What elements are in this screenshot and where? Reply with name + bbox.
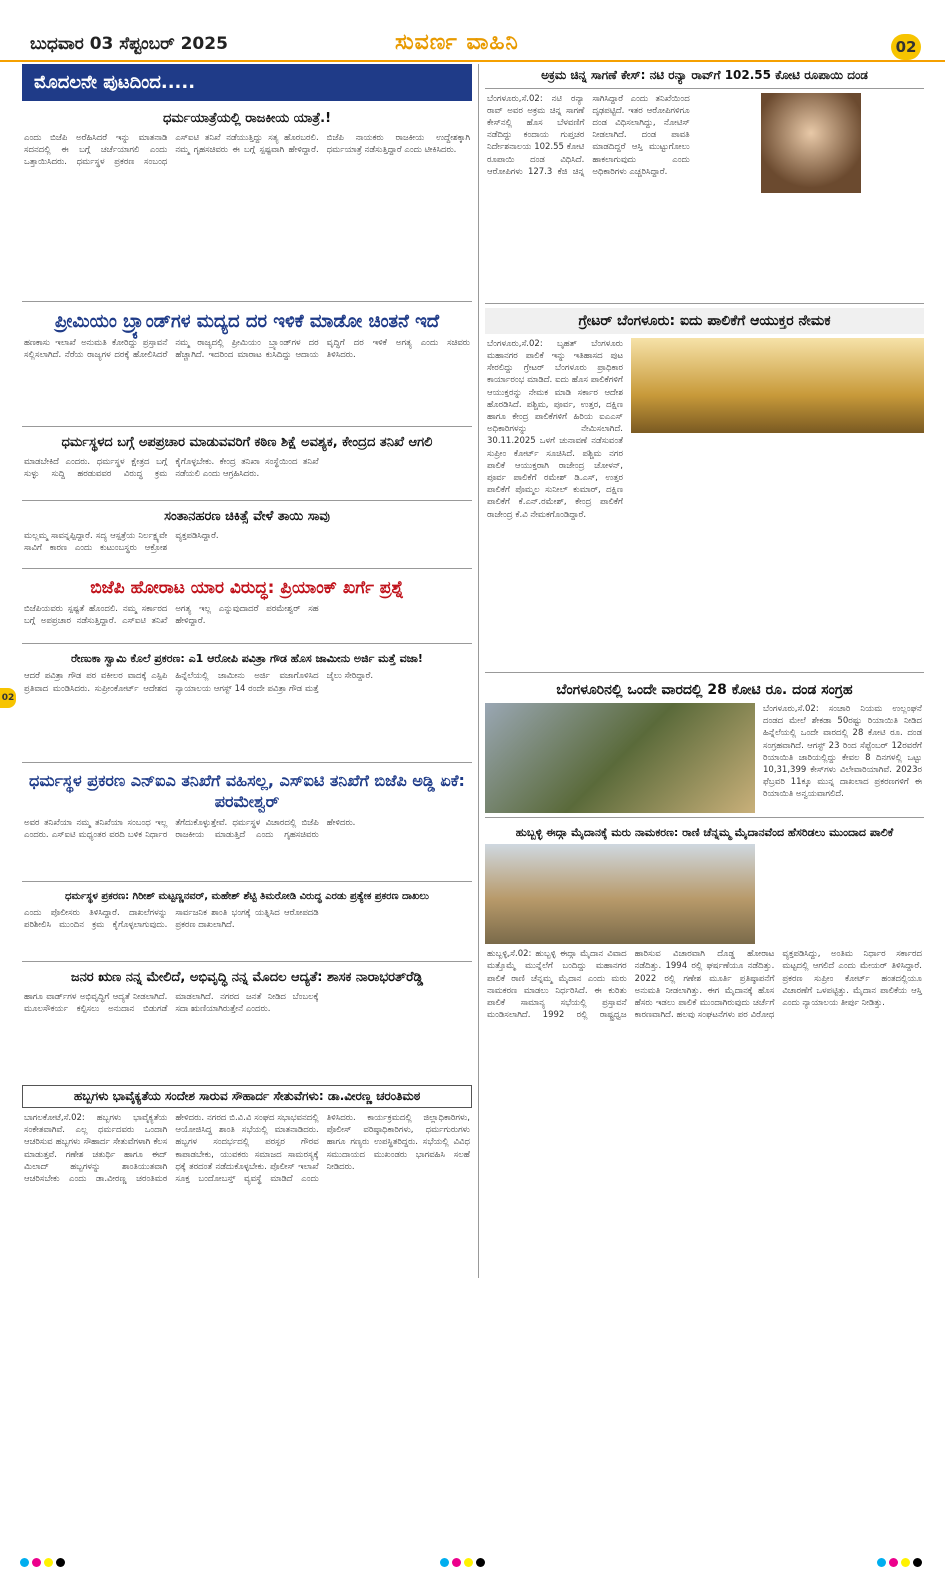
divider bbox=[485, 672, 924, 673]
side-page-marker: 02 bbox=[0, 688, 16, 708]
divider bbox=[22, 568, 472, 569]
vidhana-soudha-photo bbox=[631, 338, 924, 433]
traffic-police-photo bbox=[485, 703, 755, 813]
article-body: ಹಾಗೂ ವಾರ್ಡ್‌ಗಳ ಅಭಿವೃದ್ಧಿಗೆ ಆದ್ಯತೆ ನೀಡಲಾಗಿದೆ. ಮೂಲಸೌಕರ್ಯ ಕಲ್ಪಿಸಲು ಅನುದಾನ ಬಿಡುಗಡೆ ಮಾಡಲಾಗಿದೆ. ನಗರದ ಜನತೆ ನೀಡಿದ ಬೆಂಬಲಕ್ಕೆ ಸದಾ ಋಣಿಯಾಗಿರುತ್ತೇನೆ ಎಂದರು. bbox=[24, 991, 319, 1015]
registration-marks bbox=[20, 1558, 68, 1570]
article-body: ಬಾಗಲಕೋಟೆ,ಸೆ.02: ಹಬ್ಬಗಳು ಭಾವೈಕ್ಯತೆಯ ಸಂಕೇತವಾಗಿವೆ. ಎಲ್ಲ ಧರ್ಮದವರು ಒಂದಾಗಿ ಆಚರಿಸುವ ಹಬ್ಬಗಳು ಸೌಹಾರ್ದ ಸೇತುವೆಗಳಾಗಿ ಕೆಲಸ ಮಾಡುತ್ತವೆ. ಗಣೇಶ ಚತುರ್ಥಿ ಹಾಗೂ ಈದ್ ಮಿಲಾದ್ ಹಬ್ಬಗಳನ್ನು ಶಾಂತಿಯುತವಾಗಿ ಆಚರಿಸಬೇಕು ಎಂದು ಡಾ.ವೀರಣ್ಣ ಚರಂತಿಮಠ ಹೇಳಿದರು. ನಗರದ ಬಿ.ವಿ.ವಿ ಸಂಘದ ಸಭಾಭವನದಲ್ಲಿ ಆಯೋಜಿಸಿದ್ದ ಶಾಂತಿ ಸಭೆಯಲ್ಲಿ ಮಾತನಾಡಿದರು. ಹಬ್ಬಗಳ ಸಂದರ್ಭದಲ್ಲಿ ಪರಸ್ಪರ ಗೌರವ ಕಾಪಾಡಬೇಕು, ಯುವಕರು ಸಮಾಜದ ಸಾಮರಸ್ಯಕ್ಕೆ ಧಕ್ಕೆ ತರದಂತೆ ನಡೆದುಕೊಳ್ಳಬೇಕು. ಪೊಲೀಸ್ ಇಲಾಖೆ ಸೂಕ್ತ ಬಂದೋಬಸ್ತ್ ವ್ಯವಸ್ಥೆ ಮಾಡಿದೆ ಎಂದು ತಿಳಿಸಿದರು. ಕಾರ್ಯಕ್ರಮದಲ್ಲಿ ಜಿಲ್ಲಾಧಿಕಾರಿಗಳು, ಪೊಲೀಸ್ ವರಿಷ್ಠಾಧಿಕಾರಿಗಳು, ಧರ್ಮಗುರುಗಳು ಹಾಗೂ ಗಣ್ಯರು ಉಪಸ್ಥಿತರಿದ್ದರು. ಸಭೆಯಲ್ಲಿ ವಿವಿಧ ಸಮುದಾಯದ ಮುಖಂಡರು ಭಾಗವಹಿಸಿ ಸಲಹೆ ನೀಡಿದರು. bbox=[24, 1112, 470, 1184]
portrait-photo bbox=[761, 93, 861, 193]
article-body: ಮಾಡಬೇಕಿದೆ ಎಂದರು. ಧರ್ಮಸ್ಥಳ ಕ್ಷೇತ್ರದ ಬಗ್ಗೆ ಸುಳ್ಳು ಸುದ್ದಿ ಹರಡುವವರ ವಿರುದ್ಧ ಕ್ರಮ ಕೈಗೊಳ್ಳಬೇಕು. ಕೇಂದ್ರ ತನಿಖಾ ಸಂಸ್ಥೆಯಿಂದ ತನಿಖೆ ನಡೆಯಲಿ ಎಂದು ಆಗ್ರಹಿಸಿದರು. bbox=[24, 457, 319, 480]
divider bbox=[22, 500, 472, 501]
divider bbox=[485, 817, 924, 818]
registration-marks bbox=[440, 1558, 488, 1570]
divider bbox=[22, 961, 472, 962]
article-body: ಬಿಜೆಪಿಯವರು ಸ್ಪಷ್ಟತೆ ಹೊಂದಲಿ. ನಮ್ಮ ಸರ್ಕಾರದ ಬಗ್ಗೆ ಅಪಪ್ರಚಾರ ನಡೆಸುತ್ತಿದ್ದಾರೆ. ಎಸ್ಐಟಿ ತನಿಖೆ ಅಗತ್ಯ ಇಲ್ಲ ಎನ್ನುವುದಾದರೆ ಪರಮೇಶ್ವರ್ ಸಹ ಹೇಳಿದ್ದಾರೆ. bbox=[24, 604, 319, 627]
article-headline: ಧರ್ಮಸ್ಥಳದ ಬಗ್ಗೆ ಅಪಪ್ರಚಾರ ಮಾಡುವವರಿಗೆ ಕಠಿಣ ಶಿಕ್ಷೆ ಅವಶ್ಯಕ, ಕೇಂದ್ರದ ತನಿಖೆ ಆಗಲಿ bbox=[61, 435, 433, 451]
article-body: ಹುಬ್ಬಳ್ಳಿ,ಸೆ.02: ಹುಬ್ಬಳ್ಳಿ ಈದ್ಗಾ ಮೈದಾನ ವಿವಾದ ಮತ್ತೊಮ್ಮೆ ಮುನ್ನೆಲೆಗೆ ಬಂದಿದ್ದು ಮಹಾನಗರ ಪಾಲಿಕೆ ರಾಣಿ ಚೆನ್ನಮ್ಮ ಮೈದಾನ ಎಂದು ಮರು ನಾಮಕರಣ ಮಾಡಲು ನಿರ್ಧರಿಸಿದೆ. ಈ ಕುರಿತು ಪಾಲಿಕೆ ಸಾಮಾನ್ಯ ಸಭೆಯಲ್ಲಿ ಪ್ರಸ್ತಾವನೆ ಮಂಡಿಸಲಾಗಿದೆ. 1992 ರಲ್ಲಿ ರಾಷ್ಟ್ರಧ್ವಜ ಹಾರಿಸುವ ವಿಚಾರವಾಗಿ ದೊಡ್ಡ ಹೋರಾಟ ನಡೆದಿತ್ತು. 1994 ರಲ್ಲಿ ಘರ್ಷಣೆಯೂ ನಡೆದಿತ್ತು. 2022 ರಲ್ಲಿ ಗಣೇಶ ಮೂರ್ತಿ ಪ್ರತಿಷ್ಠಾಪನೆಗೆ ಅನುಮತಿ ನೀಡಲಾಗಿತ್ತು. ಈಗ ಮೈದಾನಕ್ಕೆ ಹೊಸ ಹೆಸರು ಇಡಲು ಪಾಲಿಕೆ ಮುಂದಾಗಿರುವುದು ಚರ್ಚೆಗೆ ಕಾರಣವಾಗಿದೆ. ಹಲವು ಸಂಘಟನೆಗಳು ಪರ ವಿರೋಧ ವ್ಯಕ್ತಪಡಿಸಿದ್ದು, ಅಂತಿಮ ನಿರ್ಧಾರ ಸರ್ಕಾರದ ಮಟ್ಟದಲ್ಲಿ ಆಗಲಿದೆ ಎಂದು ಮೇಯರ್ ತಿಳಿಸಿದ್ದಾರೆ. ಪ್ರಕರಣ ಸುಪ್ರೀಂ ಕೋರ್ಟ್ ಹಂತದಲ್ಲಿಯೂ ವಿಚಾರಣೆಗೆ ಒಳಪಟ್ಟಿತ್ತು. ಮೈದಾನ ಪಾಲಿಕೆಯ ಆಸ್ತಿ ಎಂದು ನ್ಯಾಯಾಲಯ ತೀರ್ಪು ನೀಡಿತ್ತು. bbox=[487, 949, 922, 1021]
paper-title: ಸುವರ್ಣ ವಾಹಿನಿ bbox=[395, 30, 519, 55]
article-headline: ಸಂತಾನಹರಣ ಚಿಕಿತ್ಸೆ ವೇಳೆ ತಾಯಿ ಸಾವು bbox=[164, 509, 330, 525]
divider bbox=[22, 426, 472, 427]
divider bbox=[22, 762, 472, 763]
article-body: ಹಣಕಾಸು ಇಲಾಖೆ ಅನುಮತಿ ಕೋರಿದ್ದು ಪ್ರಸ್ತಾವನೆ ಸಲ್ಲಿಸಲಾಗಿದೆ. ನೆರೆಯ ರಾಜ್ಯಗಳ ದರಕ್ಕೆ ಹೋಲಿಸಿದರೆ ನಮ್ಮ ರಾಜ್ಯದಲ್ಲಿ ಪ್ರೀಮಿಯಂ ಬ್ರ್ಯಾಂಡ್‌ಗಳ ದರ ಹೆಚ್ಚಾಗಿದೆ. ಇದರಿಂದ ಮಾರಾಟ ಕುಸಿದಿದ್ದು ಆದಾಯ ವೃದ್ಧಿಗೆ ದರ ಇಳಿಕೆ ಅಗತ್ಯ ಎಂದು ಸಚಿವರು ತಿಳಿಸಿದರು. bbox=[24, 338, 470, 361]
article-headline: ಹುಬ್ಬಳ್ಳಿ ಈದ್ಗಾ ಮೈದಾನಕ್ಕೆ ಮರು ನಾಮಕರಣ: ರಾಣಿ ಚೆನ್ನಮ್ಮ ಮೈದಾನವೆಂದ ಹೆಸರಿಡಲು ಮುಂದಾದ ಪಾಲಿಕೆ bbox=[515, 825, 894, 839]
registration-marks bbox=[877, 1558, 925, 1570]
divider bbox=[22, 881, 472, 882]
article-body: ಆದರೆ ಪವಿತ್ರಾ ಗೌಡ ಪರ ವಕೀಲರ ವಾದಕ್ಕೆ ಎಸ್ಪಿಪಿ ಪ್ರತಿವಾದ ಮಂಡಿಸಿದರು. ಸುಪ್ರೀಂಕೋರ್ಟ್ ಆದೇಶದ ಹಿನ್ನೆಲೆಯಲ್ಲಿ ಜಾಮೀನು ಅರ್ಜಿ ವಜಾಗೊಳಿಸಿದ ನ್ಯಾಯಾಲಯ ಆಗಸ್ಟ್ 14 ರಂದೇ ಪವಿತ್ರಾ ಗೌಡ ಮತ್ತೆ ಜೈಲು ಸೇರಿದ್ದಾರೆ. bbox=[24, 671, 374, 694]
article-headline: ಬೆಂಗಳೂರಿನಲ್ಲಿ ಒಂದೇ ವಾರದಲ್ಲಿ 28 ಕೋಟಿ ರೂ. ದಂಡ ಸಂಗ್ರಹ bbox=[556, 681, 853, 698]
article-headline: ಜನರ ಋಣ ನನ್ನ ಮೇಲಿದೆ, ಅಭಿವೃದ್ಧಿ ನನ್ನ ಮೊದಲ ಆದ್ಯತೆ: ಶಾಸಕ ನಾರಾಭರತ್‌ರೆಡ್ಡಿ bbox=[70, 970, 424, 986]
masthead bbox=[0, 0, 945, 62]
article-headline: ಧರ್ಮಸ್ಥಳ ಪ್ರಕರಣ: ಗಿರೀಶ್ ಮಟ್ಟಣ್ಣನವರ್, ಮಹೇಶ್ ಶೆಟ್ಟಿ ತಿಮರೋಡಿ ವಿರುದ್ಧ ಎರಡು ಪ್ರತ್ಯೇಕ ಪ್ರಕರಣ ದಾಖಲು bbox=[65, 891, 429, 903]
article-headline: ಪ್ರೀಮಿಯಂ ಬ್ರ್ಯಾಂಡ್‌ಗಳ ಮದ್ಯದ ದರ ಇಳಿಕೆ ಮಾಡೋ ಚಿಂತನೆ ಇದೆ bbox=[54, 310, 440, 332]
article-body: ಎಂದು ಪೊಲೀಸರು ತಿಳಿಸಿದ್ದಾರೆ. ದಾಖಲೆಗಳನ್ನು ಪರಿಶೀಲಿಸಿ ಮುಂದಿನ ಕ್ರಮ ಕೈಗೊಳ್ಳಲಾಗುವುದು. ಸಾರ್ವಜನಿಕ ಶಾಂತಿ ಭಂಗಕ್ಕೆ ಯತ್ನಿಸಿದ ಆರೋಪದಡಿ ಪ್ರಕರಣ ದಾಖಲಾಗಿದೆ. bbox=[24, 908, 319, 931]
divider bbox=[22, 643, 472, 644]
article-headline: ಗ್ರೇಟರ್ ಬೆಂಗಳೂರು: ಐದು ಪಾಲಿಕೆಗೆ ಆಯುಕ್ತರ ನೇಮಕ bbox=[485, 308, 924, 334]
article-headline: ಧರ್ಮಸ್ಥಳ ಪ್ರಕರಣ ಎನ್ಐಎ ತನಿಖೆಗೆ ವಹಿಸಲ್ಲ, ಎಸ್ಐಟಿ ತನಿಖೆಗೆ ಬಿಜೆಪಿ ಅಡ್ಡಿ ಏಕೆ: ಪರಮೇಶ್ವರ್ bbox=[29, 771, 465, 812]
article-headline: ಹಬ್ಬಗಳು ಭಾವೈಕ್ಯತೆಯ ಸಂದೇಶ ಸಾರುವ ಸೌಹಾರ್ದ ಸೇತುವೆಗಳು: ಡಾ.ವೀರಣ್ಣ ಚರಂತಿಮಠ bbox=[22, 1085, 472, 1108]
section-banner: ಮೊದಲನೇ ಪುಟದಿಂದ..... bbox=[22, 64, 472, 101]
left-column bbox=[22, 64, 472, 1342]
article-body: ಬೆಂಗಳೂರು,ಸೆ.02: ನಟಿ ರನ್ಯಾ ರಾವ್ ಅವರ ಅಕ್ರಮ ಚಿನ್ನ ಸಾಗಣೆ ಕೇಸ್‌ನಲ್ಲಿ ಹೊಸ ಬೆಳವಣಿಗೆ ನಡೆದಿದ್ದು ಕಂದಾಯ ಗುಪ್ತಚರ ನಿರ್ದೇಶನಾಲಯ 102.55 ಕೋಟಿ ರೂಪಾಯಿ ದಂಡ ವಿಧಿಸಿದೆ. ಆರೋಪಿಗಳು 127.3 ಕೆಜಿ ಚಿನ್ನ ಸಾಗಿಸಿದ್ದಾರೆ ಎಂದು ತನಿಖೆಯಿಂದ ದೃಢಪಟ್ಟಿದೆ. ಇತರ ಆರೋಪಿಗಳಿಗೂ ದಂಡ ವಿಧಿಸಲಾಗಿದ್ದು, ನೋಟಿಸ್ ನೀಡಲಾಗಿದೆ. ದಂಡ ಪಾವತಿ ಮಾಡದಿದ್ದರೆ ಆಸ್ತಿ ಮುಟ್ಟುಗೋಲು ಹಾಕಲಾಗುವುದು ಎಂದು ಅಧಿಕಾರಿಗಳು ಎಚ್ಚರಿಸಿದ್ದಾರೆ. bbox=[487, 93, 690, 177]
article-headline: ರೇಣುಕಾ ಸ್ವಾಮಿ ಕೊಲೆ ಪ್ರಕರಣ: ಎ1 ಆರೋಪಿ ಪವಿತ್ರಾ ಗೌಡ ಹೊಸ ಜಾಮೀನು ಅರ್ಜಿ ಮತ್ತೆ ವಜಾ! bbox=[71, 652, 423, 666]
article-body: ಬೆಂಗಳೂರು,ಸೆ.02: ಸಂಚಾರಿ ನಿಯಮ ಉಲ್ಲಂಘನೆ ದಂಡದ ಮೇಲೆ ಶೇಕಡಾ 50ರಷ್ಟು ರಿಯಾಯಿತಿ ನೀಡಿದ ಹಿನ್ನೆಲೆಯಲ್ಲಿ ಒಂದೇ ವಾರದಲ್ಲಿ 28 ಕೋಟಿ ರೂ. ದಂಡ ಸಂಗ್ರಹವಾಗಿದೆ. ಆಗಸ್ಟ್ 23 ರಿಂದ ಸೆಪ್ಟೆಂಬರ್ 12ರವರೆಗೆ ರಿಯಾಯಿತಿ ಜಾರಿಯಲ್ಲಿದ್ದು ಕೇವಲ 8 ದಿನಗಳಲ್ಲಿ ಒಟ್ಟು 10,31,399 ಕೇಸ್‌ಗಳು ವಿಲೇವಾರಿಯಾಗಿವೆ. 2023ರ ಫೆಬ್ರವರಿ 11ಕ್ಕೂ ಮುನ್ನ ದಾಖಲಾದ ಪ್ರಕರಣಗಳಿಗೆ ಈ ರಿಯಾಯಿತಿ ಅನ್ವಯವಾಗಲಿದೆ. bbox=[763, 703, 922, 800]
article-body: ಬೆಂಗಳೂರು,ಸೆ.02: ಬೃಹತ್ ಬೆಂಗಳೂರು ಮಹಾನಗರ ಪಾಲಿಕೆ ಇನ್ನು ಇತಿಹಾಸದ ಪುಟ ಸೇರಲಿದ್ದು ಗ್ರೇಟರ್ ಬೆಂಗಳೂರು ಪ್ರಾಧಿಕಾರ ಕಾರ್ಯಾರಂಭ ಮಾಡಿದೆ. ಐದು ಹೊಸ ಪಾಲಿಕೆಗಳಿಗೆ ಆಯುಕ್ತರನ್ನು ನೇಮಕ ಮಾಡಿ ಸರ್ಕಾರ ಆದೇಶ ಹೊರಡಿಸಿದೆ. ಪಶ್ಚಿಮ, ಪೂರ್ವ, ಉತ್ತರ, ದಕ್ಷಿಣ ಹಾಗೂ ಕೇಂದ್ರ ಪಾಲಿಕೆಗಳಿಗೆ ಹಿರಿಯ ಐಎಎಸ್ ಅಧಿಕಾರಿಗಳನ್ನು ನೇಮಿಸಲಾಗಿದೆ. 30.11.2025 ಒಳಗೆ ಚುನಾವಣೆ ನಡೆಸುವಂತೆ ಸುಪ್ರೀಂ ಕೋರ್ಟ್ ಸೂಚಿಸಿದೆ. ಪಶ್ಚಿಮ ನಗರ ಪಾಲಿಕೆ ಆಯುಕ್ತರಾಗಿ ರಾಜೇಂದ್ರ ಚೋಳನ್, ಪೂರ್ವ ಪಾಲಿಕೆಗೆ ರಮೇಶ್ ಡಿ.ಎಸ್, ಉತ್ತರ ಪಾಲಿಕೆಗೆ ಪೊಮ್ಮಲ ಸುನೀಲ್ ಕುಮಾರ್, ದಕ್ಷಿಣ ಪಾಲಿಕೆಗೆ ಕೆ.ಎನ್.ರಮೇಶ್, ಕೇಂದ್ರ ಪಾಲಿಕೆಗೆ ರಾಜೇಂದ್ರ ಕೆ.ವಿ ನೇಮಕಗೊಂಡಿದ್ದಾರೆ. bbox=[487, 338, 623, 520]
article-headline: ಅಕ್ರಮ ಚಿನ್ನ ಸಾಗಣೆ ಕೇಸ್: ನಟಿ ರನ್ಯಾ ರಾವ್‌ಗೆ 102.55 ಕೋಟಿ ರೂಪಾಯಿ ದಂಡ bbox=[485, 64, 924, 89]
page-number-badge: 02 bbox=[891, 34, 921, 60]
divider bbox=[22, 301, 472, 302]
issue-date: ಬುಧವಾರ 03 ಸೆಪ್ಟಂಬರ್ 2025 bbox=[30, 34, 228, 54]
article-headline: ಬಿಜೆಪಿ ಹೋರಾಟ ಯಾರ ವಿರುದ್ಧ: ಪ್ರಿಯಾಂಕ್ ಖರ್ಗೆ ಪ್ರಶ್ನೆ bbox=[90, 578, 404, 599]
article-headline: ಧರ್ಮಯಾತ್ರೆಯಲ್ಲಿ ರಾಜಕೀಯ ಯಾತ್ರೆ.! bbox=[162, 111, 332, 126]
article-body: ಎಂದು ಬಿಜೆಪಿ ಅರೆಹಿಸಿದರೆ ಇನ್ನು ಮಾತನಾಡಿ ಸದನದಲ್ಲಿ ಈ ಬಗ್ಗೆ ಚರ್ಚೆಯಾಗಲಿ ಎಂದು ಒತ್ತಾಯಿಸಿದರು. ಧರ್ಮಸ್ಥಳ ಪ್ರಕರಣ ಸಂಬಂಧ ಎಸ್ಐಟಿ ತನಿಖೆ ನಡೆಯುತ್ತಿದ್ದು ಸತ್ಯ ಹೊರಬರಲಿ. ನಮ್ಮ ಗೃಹಸಚಿವರು ಈ ಬಗ್ಗೆ ಸ್ಪಷ್ಟವಾಗಿ ಹೇಳಿದ್ದಾರೆ. ಬಿಜೆಪಿ ನಾಯಕರು ರಾಜಕೀಯ ಉದ್ದೇಶಕ್ಕಾಗಿ ಧರ್ಮಯಾತ್ರೆ ನಡೆಸುತ್ತಿದ್ದಾರೆ ಎಂದು ಟೀಕಿಸಿದರು. bbox=[24, 132, 470, 168]
article-body: ಅವರ ತನಿಖೆಯಾ ನಮ್ಮ ತನಿಖೆಯಾ ಸಂಬಂಧ ಇಲ್ಲ ಎಂದರು. ಎಸ್ಐಟಿ ಮಧ್ಯಂತರ ವರದಿ ಬಳಿಕ ನಿರ್ಧಾರ ತೆಗೆದುಕೊಳ್ಳುತ್ತೇವೆ. ಧರ್ಮಸ್ಥಳ ವಿಚಾರದಲ್ಲಿ ಬಿಜೆಪಿ ರಾಜಕೀಯ ಮಾಡುತ್ತಿದೆ ಎಂದು ಗೃಹಸಚಿವರು ಹೇಳಿದರು. bbox=[24, 818, 356, 841]
right-column bbox=[478, 64, 924, 1278]
divider bbox=[485, 303, 924, 304]
article-body: ಮಲ್ಲಮ್ಮ ಸಾವನ್ನಪ್ಪಿದ್ದಾರೆ. ಸದ್ಯ ಆಸ್ಪತ್ರೆಯ ನಿರ್ಲಕ್ಷ್ಯವೇ ಸಾವಿಗೆ ಕಾರಣ ಎಂದು ಕುಟುಂಬಸ್ಥರು ಆಕ್ರೋಶ ವ್ಯಕ್ತಪಡಿಸಿದ್ದಾರೆ. bbox=[24, 531, 219, 554]
article-body-continued bbox=[698, 193, 924, 293]
idgah-maidan-photo bbox=[485, 844, 755, 944]
